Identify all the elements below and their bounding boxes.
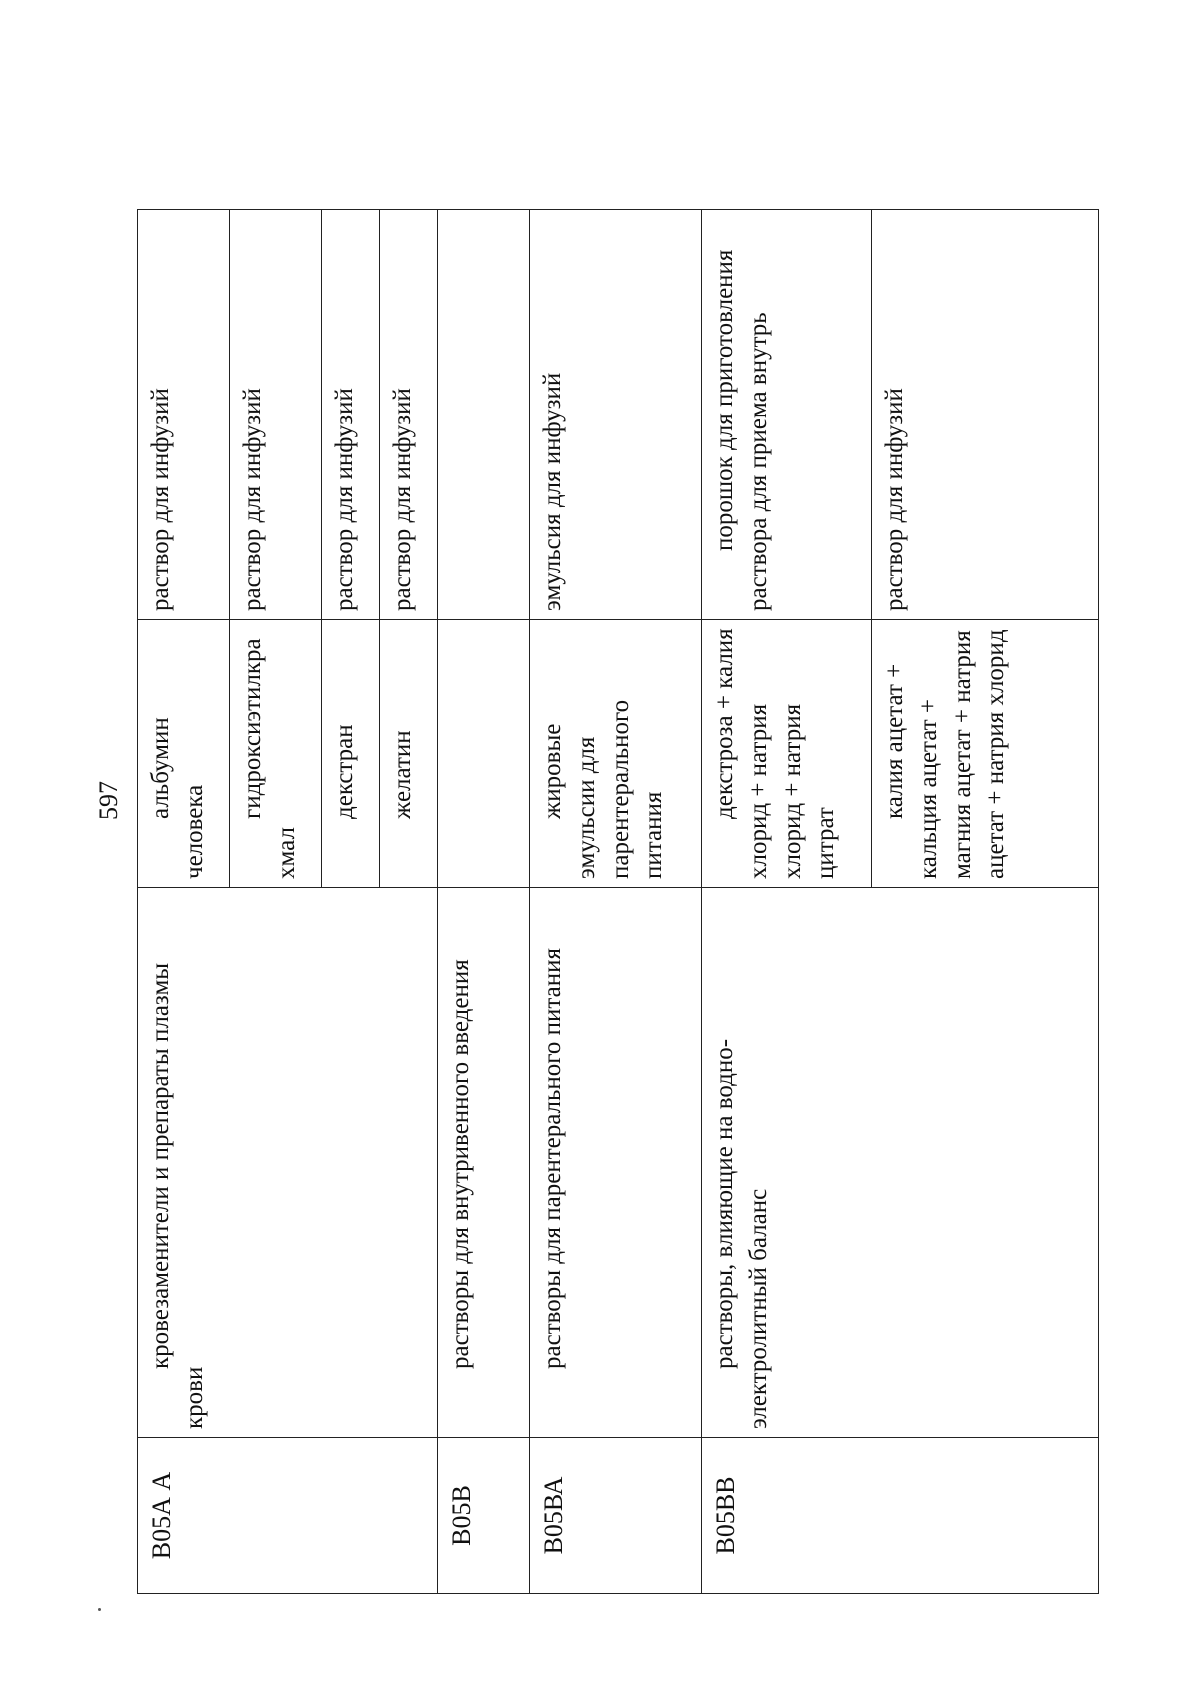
dosage-form-cell <box>438 210 530 620</box>
drug-cell: декстроза + калия хлорид + натрия хлорид + натрия цитрат <box>702 620 872 888</box>
table-row <box>438 210 530 1594</box>
atc-code-cell: В05В <box>438 1438 530 1594</box>
table-row <box>138 210 230 1594</box>
scan-speck <box>98 1608 101 1611</box>
drug-cell: жировые эмульсии для парентерального питания <box>530 620 702 888</box>
dosage-form-cell: раствор для инфузий <box>872 210 1099 620</box>
drug-cell: калия ацетат + кальция ацетат + магния ацетат + натрия ацетат + натрия хлорид <box>872 620 1099 888</box>
group-name-cell: растворы, влияющие на водно-электролитный баланс <box>702 888 1099 1438</box>
page-number: 597 <box>94 781 123 820</box>
group-name-cell: растворы для внутривенного введения <box>438 888 530 1438</box>
drug-cell: гидроксиэтилкрахмал <box>230 620 322 888</box>
drug-cell <box>438 620 530 888</box>
table-row <box>530 210 702 1594</box>
drug-cell: альбумин человека <box>138 620 230 888</box>
table-container <box>137 210 1099 1594</box>
atc-code-cell: В05ВВ <box>702 1438 1099 1594</box>
drug-cell: желатин <box>380 620 438 888</box>
drug-cell: декстран <box>322 620 380 888</box>
dosage-form-cell: эмульсия для инфузий <box>530 210 702 620</box>
atc-code-cell: В05А А <box>138 1438 438 1594</box>
table-row <box>702 210 872 1594</box>
atc-code-cell: В05ВА <box>530 1438 702 1594</box>
group-name-cell: кровезаменители и препараты плазмы крови <box>138 888 438 1438</box>
dosage-form-cell: раствор для инфузий <box>380 210 438 620</box>
dosage-form-cell: раствор для инфузий <box>230 210 322 620</box>
dosage-form-cell: раствор для инфузий <box>138 210 230 620</box>
drug-classification-table <box>137 209 1099 1594</box>
dosage-form-cell: порошок для приготовления раствора для приема внутрь <box>702 210 872 620</box>
group-name-cell: растворы для парентерального питания <box>530 888 702 1438</box>
dosage-form-cell: раствор для инфузий <box>322 210 380 620</box>
